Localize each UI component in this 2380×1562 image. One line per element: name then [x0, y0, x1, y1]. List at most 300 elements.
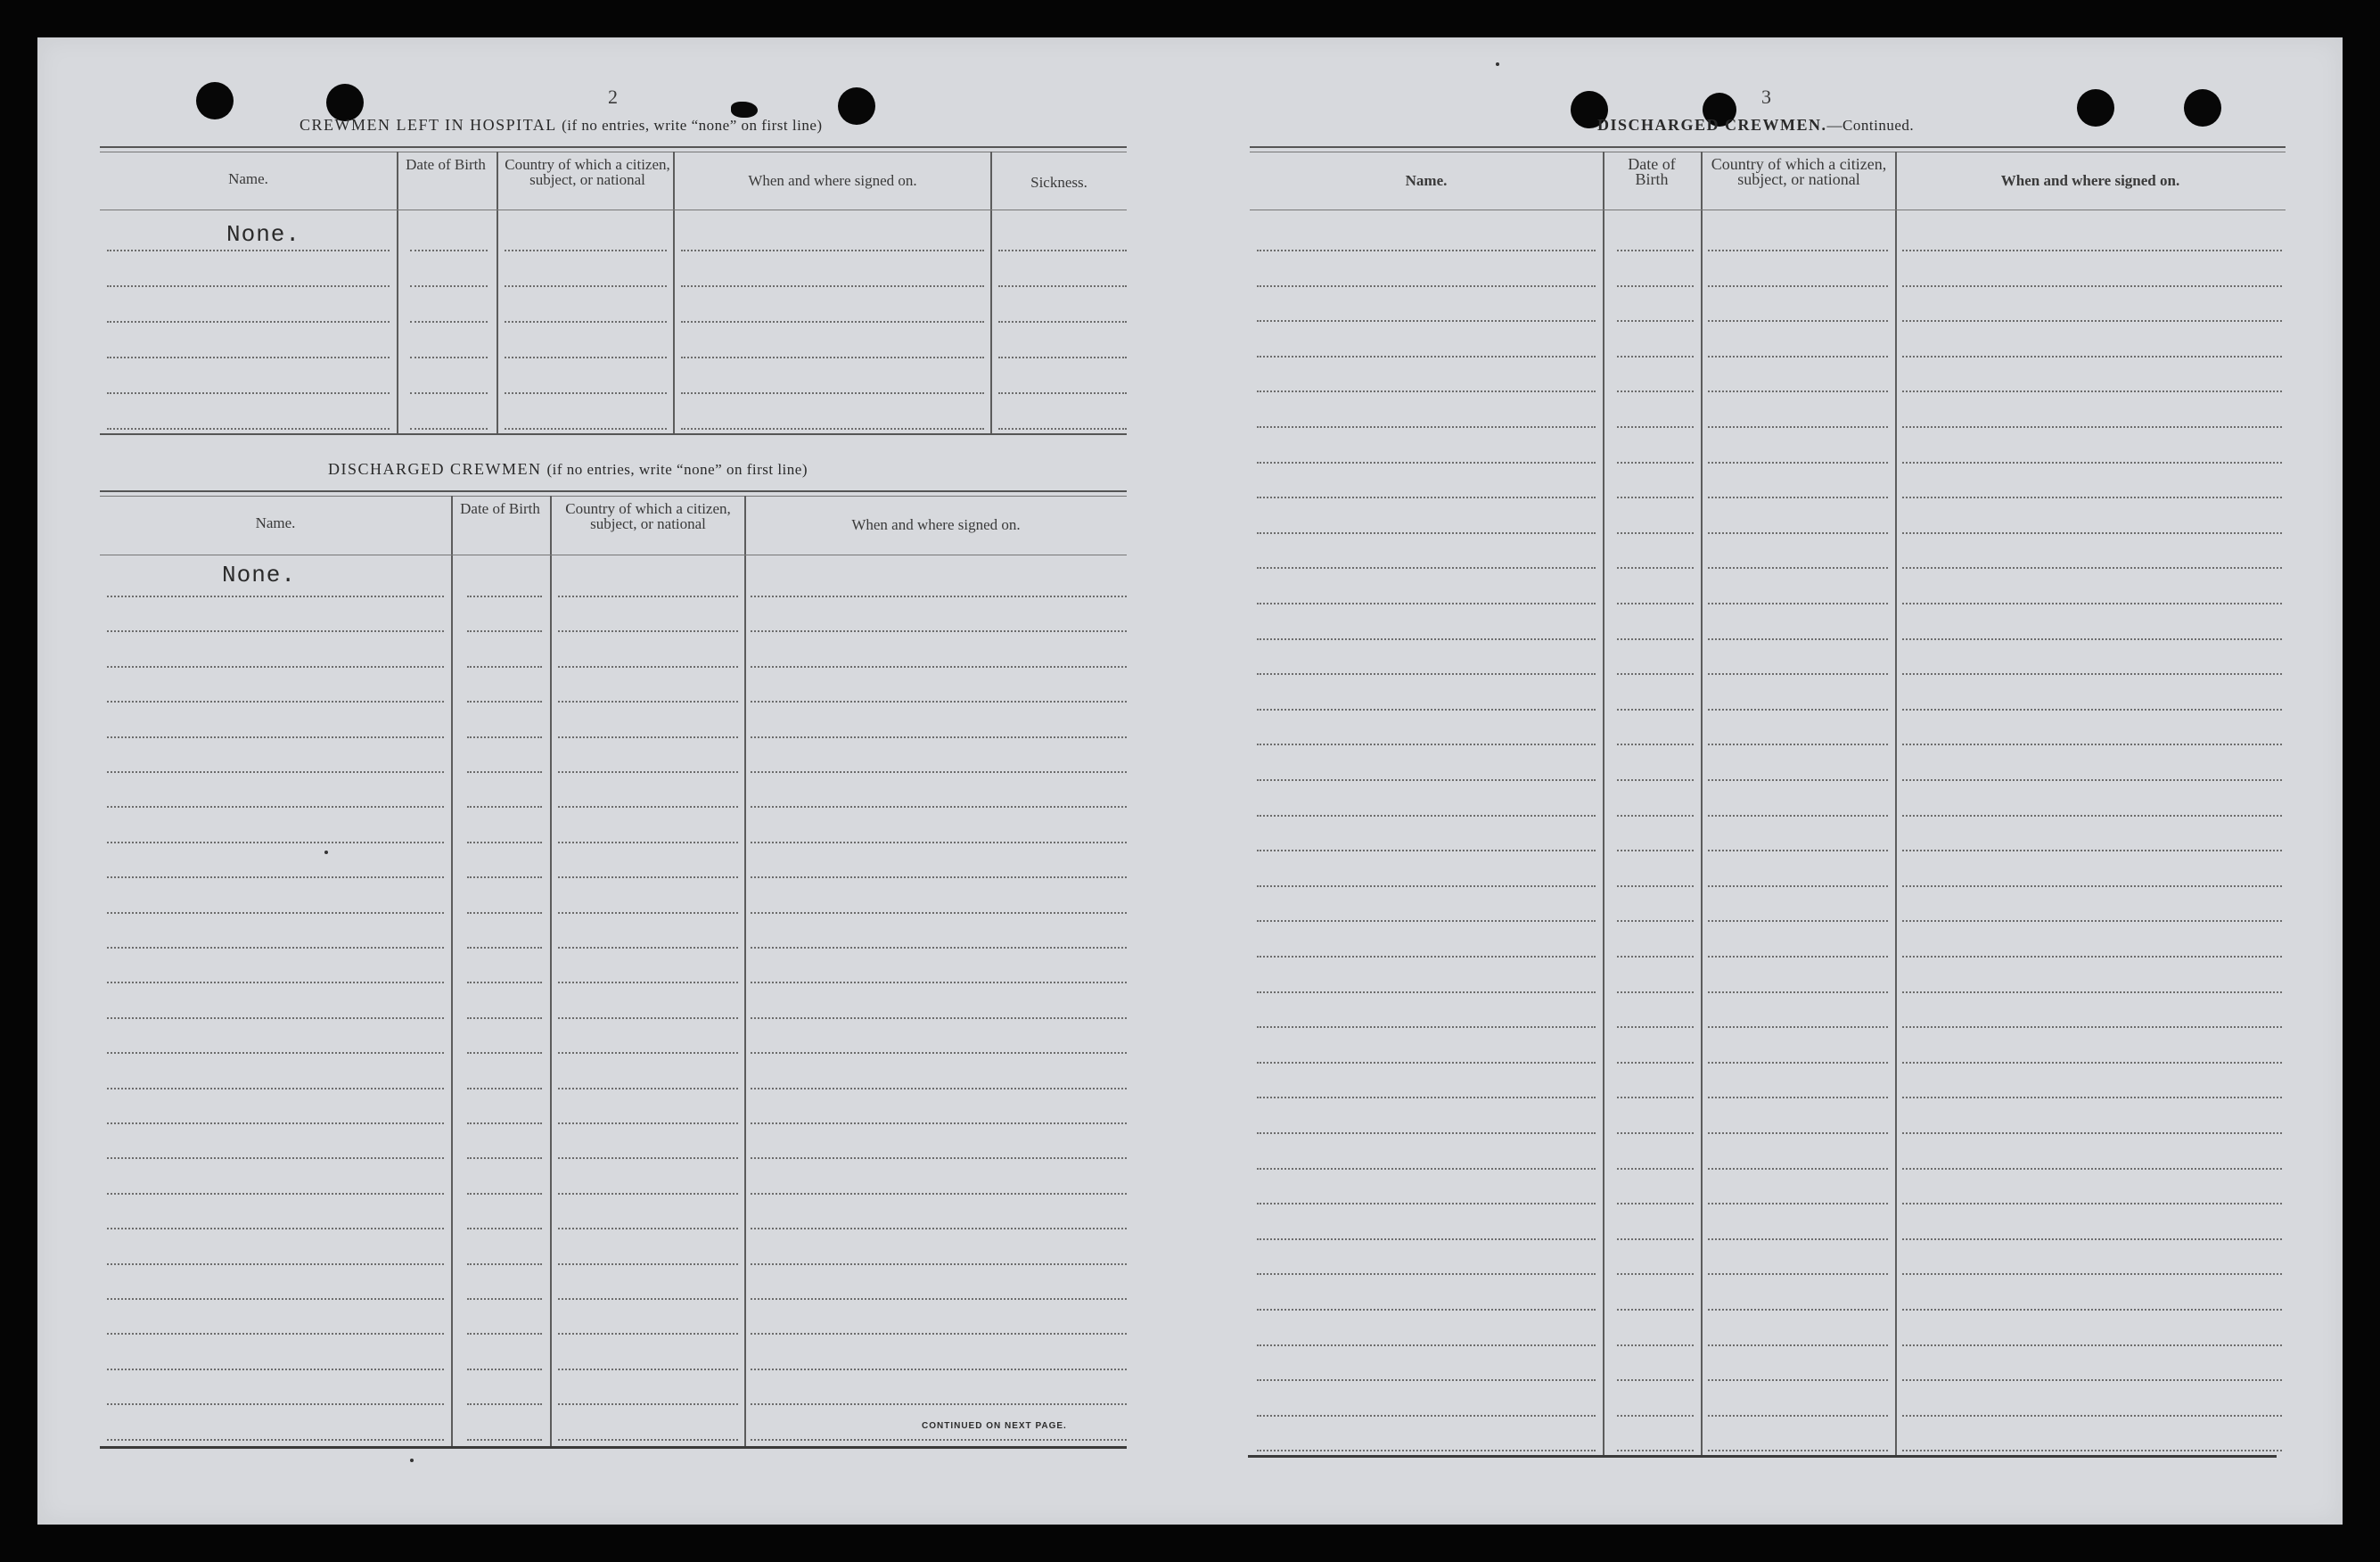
ruled-line: [1902, 285, 2282, 287]
ruled-line: [107, 736, 444, 738]
ruled-line: [1617, 1450, 1694, 1451]
ruled-line: [1257, 779, 1596, 781]
ruled-line: [1902, 532, 2282, 534]
ruled-line: [751, 947, 1127, 949]
ruled-line: [410, 357, 488, 358]
ruled-line: [1257, 426, 1596, 428]
ruled-line: [751, 982, 1127, 983]
ruled-line: [558, 1122, 738, 1124]
rule: [100, 1446, 1127, 1449]
ruled-line: [1708, 1097, 1888, 1098]
ruled-line: [1708, 532, 1888, 534]
ruled-line: [1708, 991, 1888, 993]
ruled-line: [1257, 356, 1596, 358]
ruled-line: [1617, 709, 1694, 711]
ruled-line: [1617, 779, 1694, 781]
ruled-line: [1902, 567, 2282, 569]
ruled-line: [1617, 462, 1694, 464]
ruled-line: [1902, 1415, 2282, 1417]
ruled-line: [505, 357, 667, 358]
ruled-line: [107, 912, 444, 914]
hospital-name-entry: None.: [226, 221, 301, 248]
ruled-line: [1257, 850, 1596, 851]
ruled-line: [107, 392, 390, 394]
ruled-line: [467, 736, 542, 738]
punch-hole: [2184, 89, 2221, 127]
ruled-line: [467, 1228, 542, 1229]
ruled-line: [1902, 1203, 2282, 1204]
ruled-line: [1257, 673, 1596, 675]
ruled-line: [1257, 532, 1596, 534]
ruled-line: [1257, 1309, 1596, 1311]
ruled-line: [1617, 567, 1694, 569]
ruled-line: [1708, 815, 1888, 817]
ruled-line: [1902, 779, 2282, 781]
ruled-line: [751, 1052, 1127, 1054]
ruled-line: [1257, 1097, 1596, 1098]
ruled-line: [1617, 603, 1694, 604]
ruled-line: [107, 842, 444, 843]
ruled-line: [751, 1157, 1127, 1159]
ruled-line: [107, 1122, 444, 1124]
ruled-line: [1617, 1062, 1694, 1064]
ruled-line: [1708, 1450, 1888, 1451]
ruled-line: [467, 912, 542, 914]
ruled-line: [558, 1052, 738, 1054]
ruled-line: [681, 357, 984, 358]
ruled-line: [998, 285, 1127, 287]
ruled-line: [1708, 356, 1888, 358]
ruled-line: [1708, 390, 1888, 392]
ruled-line: [1617, 885, 1694, 887]
ruled-line: [1902, 462, 2282, 464]
ruled-line: [107, 806, 444, 808]
ruled-line: [1617, 1238, 1694, 1240]
ruled-line: [998, 428, 1127, 430]
ruled-line: [107, 1403, 444, 1405]
discharged-continued-title: [1597, 116, 1914, 135]
ruled-line: [410, 428, 488, 430]
ruled-line: [1708, 1344, 1888, 1346]
ruled-line: [1257, 709, 1596, 711]
ruled-line: [751, 1439, 1127, 1441]
ruled-line: [107, 666, 444, 668]
discharged-note: (if no entries, write “none” on first line): [546, 461, 808, 478]
ruled-line: [107, 357, 390, 358]
ruled-line: [751, 1263, 1127, 1265]
ruled-line: [751, 630, 1127, 632]
ruled-line: [1902, 426, 2282, 428]
ruled-line: [751, 1122, 1127, 1124]
ruled-line: [1257, 390, 1596, 392]
ruled-line: [1617, 673, 1694, 675]
ruled-line: [1902, 709, 2282, 711]
ruled-line: [1902, 850, 2282, 851]
ruled-line: [1902, 1344, 2282, 1346]
ruled-line: [558, 842, 738, 843]
ruled-line: [410, 321, 488, 323]
ruled-line: [410, 392, 488, 394]
ruled-line: [1708, 885, 1888, 887]
ruled-line: [1617, 920, 1694, 922]
column-header-date-of-birth: Date of Birth: [406, 156, 486, 173]
ruled-line: [1257, 920, 1596, 922]
ruled-line: [107, 1017, 444, 1019]
page-number: 2: [608, 86, 619, 108]
ruled-line: [1617, 497, 1694, 498]
ruled-line: [467, 1088, 542, 1089]
ruled-line: [1617, 956, 1694, 958]
ruled-line: [107, 630, 444, 632]
ruled-line: [467, 1298, 542, 1300]
ruled-line: [1902, 673, 2282, 675]
ruled-line: [558, 876, 738, 878]
ruled-line: [1708, 850, 1888, 851]
ruled-line: [467, 876, 542, 878]
ruled-line: [1902, 1026, 2282, 1028]
ruled-line: [1708, 1026, 1888, 1028]
ruled-line: [1617, 1203, 1694, 1204]
ruled-line: [1617, 1415, 1694, 1417]
ruled-line: [467, 1263, 542, 1265]
ruled-line: [467, 982, 542, 983]
ruled-line: [998, 392, 1127, 394]
ruled-line: [1257, 603, 1596, 604]
rule: [1250, 146, 2286, 148]
ruled-line: [467, 1369, 542, 1370]
ruled-line: [467, 1157, 542, 1159]
punch-hole: [2077, 89, 2114, 127]
ruled-line: [1902, 356, 2282, 358]
column-divider: [1895, 152, 1897, 1457]
column-divider: [990, 152, 992, 433]
continued-suffix: —Continued.: [1826, 117, 1915, 134]
ruled-line: [558, 771, 738, 773]
ruled-line: [558, 1369, 738, 1370]
discharged-title: DISCHARGED CREWMEN.: [1597, 116, 1827, 134]
speck: [324, 851, 328, 854]
ruled-line: [1617, 390, 1694, 392]
ruled-line: [1902, 1097, 2282, 1098]
column-divider: [673, 152, 675, 433]
ruled-line: [467, 771, 542, 773]
ruled-line: [1617, 1309, 1694, 1311]
ruled-line: [107, 876, 444, 878]
ruled-line: [1708, 1415, 1888, 1417]
ruled-line: [558, 1333, 738, 1335]
ruled-line: [1902, 390, 2282, 392]
ruled-line: [107, 1439, 444, 1441]
ruled-line: [1257, 1168, 1596, 1170]
ruled-line: [1902, 638, 2282, 640]
hospital-section-title: [300, 116, 823, 135]
column-header-sickness: Sickness.: [1030, 174, 1087, 191]
ruled-line: [505, 428, 667, 430]
ruled-line: [558, 1263, 738, 1265]
ruled-line: [1617, 320, 1694, 322]
page-number: 3: [1761, 86, 1772, 108]
ruled-line: [1902, 885, 2282, 887]
ruled-line: [1617, 1097, 1694, 1098]
ruled-line: [558, 1228, 738, 1229]
ruled-line: [1617, 850, 1694, 851]
ruled-line: [1257, 462, 1596, 464]
ruled-line: [505, 285, 667, 287]
ruled-line: [751, 912, 1127, 914]
ruled-line: [681, 428, 984, 430]
ruled-line: [1902, 920, 2282, 922]
rule: [100, 146, 1127, 148]
discharged-title: DISCHARGED CREWMEN: [328, 460, 542, 478]
ruled-line: [467, 666, 542, 668]
ruled-line: [1257, 1132, 1596, 1134]
ruled-line: [1902, 320, 2282, 322]
column-header-name: Name.: [228, 170, 268, 187]
ruled-line: [751, 596, 1127, 597]
ruled-line: [1257, 1450, 1596, 1451]
ruled-line: [1617, 285, 1694, 287]
ruled-line: [558, 1193, 738, 1195]
ruled-line: [1708, 497, 1888, 498]
rule: [100, 490, 1127, 492]
ruled-line: [751, 701, 1127, 703]
ruled-line: [751, 771, 1127, 773]
hospital-note: (if no entries, write “none” on first line): [562, 117, 823, 134]
ruled-line: [1617, 815, 1694, 817]
column-header-country: Country of which a citizen, subject, or national: [1711, 155, 1887, 188]
ruled-line: [558, 736, 738, 738]
ruled-line: [1902, 497, 2282, 498]
ruled-line: [998, 357, 1127, 358]
rule: [1248, 1455, 2277, 1458]
column-header-when-where: When and where signed on.: [2000, 172, 2180, 189]
column-header-when-where: When and where signed on.: [851, 516, 1021, 533]
ruled-line: [107, 428, 390, 430]
ruled-line: [1257, 885, 1596, 887]
ruled-line: [467, 701, 542, 703]
ruled-line: [1257, 285, 1596, 287]
ruled-line: [1257, 1203, 1596, 1204]
ruled-line: [1257, 1379, 1596, 1381]
ruled-line: [558, 1088, 738, 1089]
ruled-line: [1257, 250, 1596, 251]
ruled-line: [107, 982, 444, 983]
ruled-line: [1257, 956, 1596, 958]
ruled-line: [107, 1263, 444, 1265]
ruled-line: [1257, 638, 1596, 640]
ruled-line: [1708, 1309, 1888, 1311]
ruled-line: [1708, 673, 1888, 675]
hospital-title: CREWMEN LEFT IN HOSPITAL: [300, 116, 557, 134]
discharged-section-title: [328, 460, 808, 479]
ruled-line: [1257, 1238, 1596, 1240]
column-divider: [451, 496, 453, 1446]
ruled-line: [1708, 1132, 1888, 1134]
column-header-when-where: When and where signed on.: [748, 172, 917, 189]
ruled-line: [107, 1088, 444, 1089]
ruled-line: [1257, 320, 1596, 322]
ruled-line: [751, 1017, 1127, 1019]
ruled-line: [751, 1403, 1127, 1405]
ruled-line: [410, 285, 488, 287]
ruled-line: [467, 630, 542, 632]
ruled-line: [1708, 709, 1888, 711]
ruled-line: [558, 666, 738, 668]
ruled-line: [1708, 426, 1888, 428]
ruled-line: [751, 842, 1127, 843]
ruled-line: [107, 321, 390, 323]
ruled-line: [558, 912, 738, 914]
ruled-line: [1902, 1379, 2282, 1381]
ruled-line: [1257, 991, 1596, 993]
column-header-name: Name.: [255, 514, 296, 531]
ruled-line: [107, 250, 390, 251]
ruled-line: [681, 392, 984, 394]
ruled-line: [1708, 920, 1888, 922]
ruled-line: [998, 250, 1127, 251]
ruled-line: [467, 947, 542, 949]
ruled-line: [1257, 1026, 1596, 1028]
ruled-line: [1708, 1379, 1888, 1381]
ruled-line: [1708, 1203, 1888, 1204]
ruled-line: [1708, 285, 1888, 287]
discharged-name-entry: None.: [222, 562, 297, 588]
ruled-line: [558, 947, 738, 949]
ruled-line: [467, 1017, 542, 1019]
ruled-line: [467, 1052, 542, 1054]
ruled-line: [681, 285, 984, 287]
ruled-line: [410, 250, 488, 251]
ruled-line: [1617, 1273, 1694, 1275]
ruled-line: [1257, 744, 1596, 745]
ruled-line: [1708, 1062, 1888, 1064]
ruled-line: [751, 1298, 1127, 1300]
ruled-line: [1257, 1062, 1596, 1064]
ruled-line: [1902, 1062, 2282, 1064]
ruled-line: [1257, 567, 1596, 569]
punch-hole: [196, 82, 234, 119]
ruled-line: [1902, 744, 2282, 745]
ruled-line: [1617, 1026, 1694, 1028]
ruled-line: [1708, 1238, 1888, 1240]
ruled-line: [107, 1157, 444, 1159]
ruled-line: [1902, 815, 2282, 817]
ruled-line: [467, 596, 542, 597]
ruled-line: [1617, 1344, 1694, 1346]
ruled-line: [107, 1193, 444, 1195]
ruled-line: [1257, 1415, 1596, 1417]
ruled-line: [1902, 1309, 2282, 1311]
ruled-line: [1617, 356, 1694, 358]
ruled-line: [558, 1403, 738, 1405]
ruled-line: [1902, 1132, 2282, 1134]
ruled-line: [751, 1088, 1127, 1089]
ruled-line: [1617, 991, 1694, 993]
ruled-line: [1902, 250, 2282, 251]
ruled-line: [1902, 603, 2282, 604]
ruled-line: [1708, 603, 1888, 604]
punch-hole: [838, 87, 875, 125]
ruled-line: [1708, 250, 1888, 251]
ruled-line: [107, 771, 444, 773]
ruled-line: [751, 1193, 1127, 1195]
ruled-line: [1617, 426, 1694, 428]
ruled-line: [558, 1017, 738, 1019]
ruled-line: [107, 1298, 444, 1300]
ruled-line: [1902, 1273, 2282, 1275]
ruled-line: [751, 1333, 1127, 1335]
continued-footer: CONTINUED ON NEXT PAGE.: [922, 1421, 1067, 1431]
ruled-line: [467, 1439, 542, 1441]
ruled-line: [1708, 462, 1888, 464]
ruled-line: [1617, 638, 1694, 640]
column-header-date-of-birth: Date of Birth: [1628, 155, 1676, 188]
ruled-line: [558, 1157, 738, 1159]
ruled-line: [107, 947, 444, 949]
speck: [410, 1459, 414, 1462]
ruled-line: [467, 842, 542, 843]
ruled-line: [558, 1439, 738, 1441]
ruled-line: [1257, 1273, 1596, 1275]
ruled-line: [467, 1193, 542, 1195]
column-divider: [1701, 152, 1703, 1457]
column-header-country: Country of which a citizen, subject, or national: [565, 500, 731, 532]
column-header-name: Name.: [1405, 172, 1448, 189]
ruled-line: [1257, 1344, 1596, 1346]
ruled-line: [1708, 567, 1888, 569]
ruled-line: [467, 806, 542, 808]
ruled-line: [1617, 1132, 1694, 1134]
ruled-line: [558, 596, 738, 597]
ruled-line: [1708, 320, 1888, 322]
ruled-line: [1617, 250, 1694, 251]
column-divider: [744, 496, 746, 1446]
ruled-line: [1617, 1379, 1694, 1381]
ruled-line: [107, 1333, 444, 1335]
ruled-line: [467, 1333, 542, 1335]
ruled-line: [467, 1403, 542, 1405]
ruled-line: [1708, 779, 1888, 781]
ruled-line: [467, 1122, 542, 1124]
column-header-date-of-birth: Date of Birth: [460, 500, 540, 517]
ruled-line: [1257, 497, 1596, 498]
ruled-line: [1708, 638, 1888, 640]
ruled-line: [1902, 1238, 2282, 1240]
ruled-line: [1617, 532, 1694, 534]
column-divider: [1603, 152, 1604, 1457]
ruled-line: [1257, 815, 1596, 817]
ruled-line: [107, 1228, 444, 1229]
document-sheet: [37, 37, 2343, 1525]
ruled-line: [505, 392, 667, 394]
column-divider: [550, 496, 552, 1446]
ruled-line: [107, 1369, 444, 1370]
ruled-line: [681, 321, 984, 323]
rule: [100, 496, 1127, 497]
ruled-line: [1902, 1450, 2282, 1451]
ruled-line: [505, 250, 667, 251]
ruled-line: [751, 1228, 1127, 1229]
ruled-line: [998, 321, 1127, 323]
ruled-line: [1708, 956, 1888, 958]
ruled-line: [751, 736, 1127, 738]
ruled-line: [558, 1298, 738, 1300]
ruled-line: [1708, 1273, 1888, 1275]
ruled-line: [1708, 744, 1888, 745]
ruled-line: [1617, 744, 1694, 745]
column-divider: [397, 152, 398, 433]
ruled-line: [1902, 1168, 2282, 1170]
